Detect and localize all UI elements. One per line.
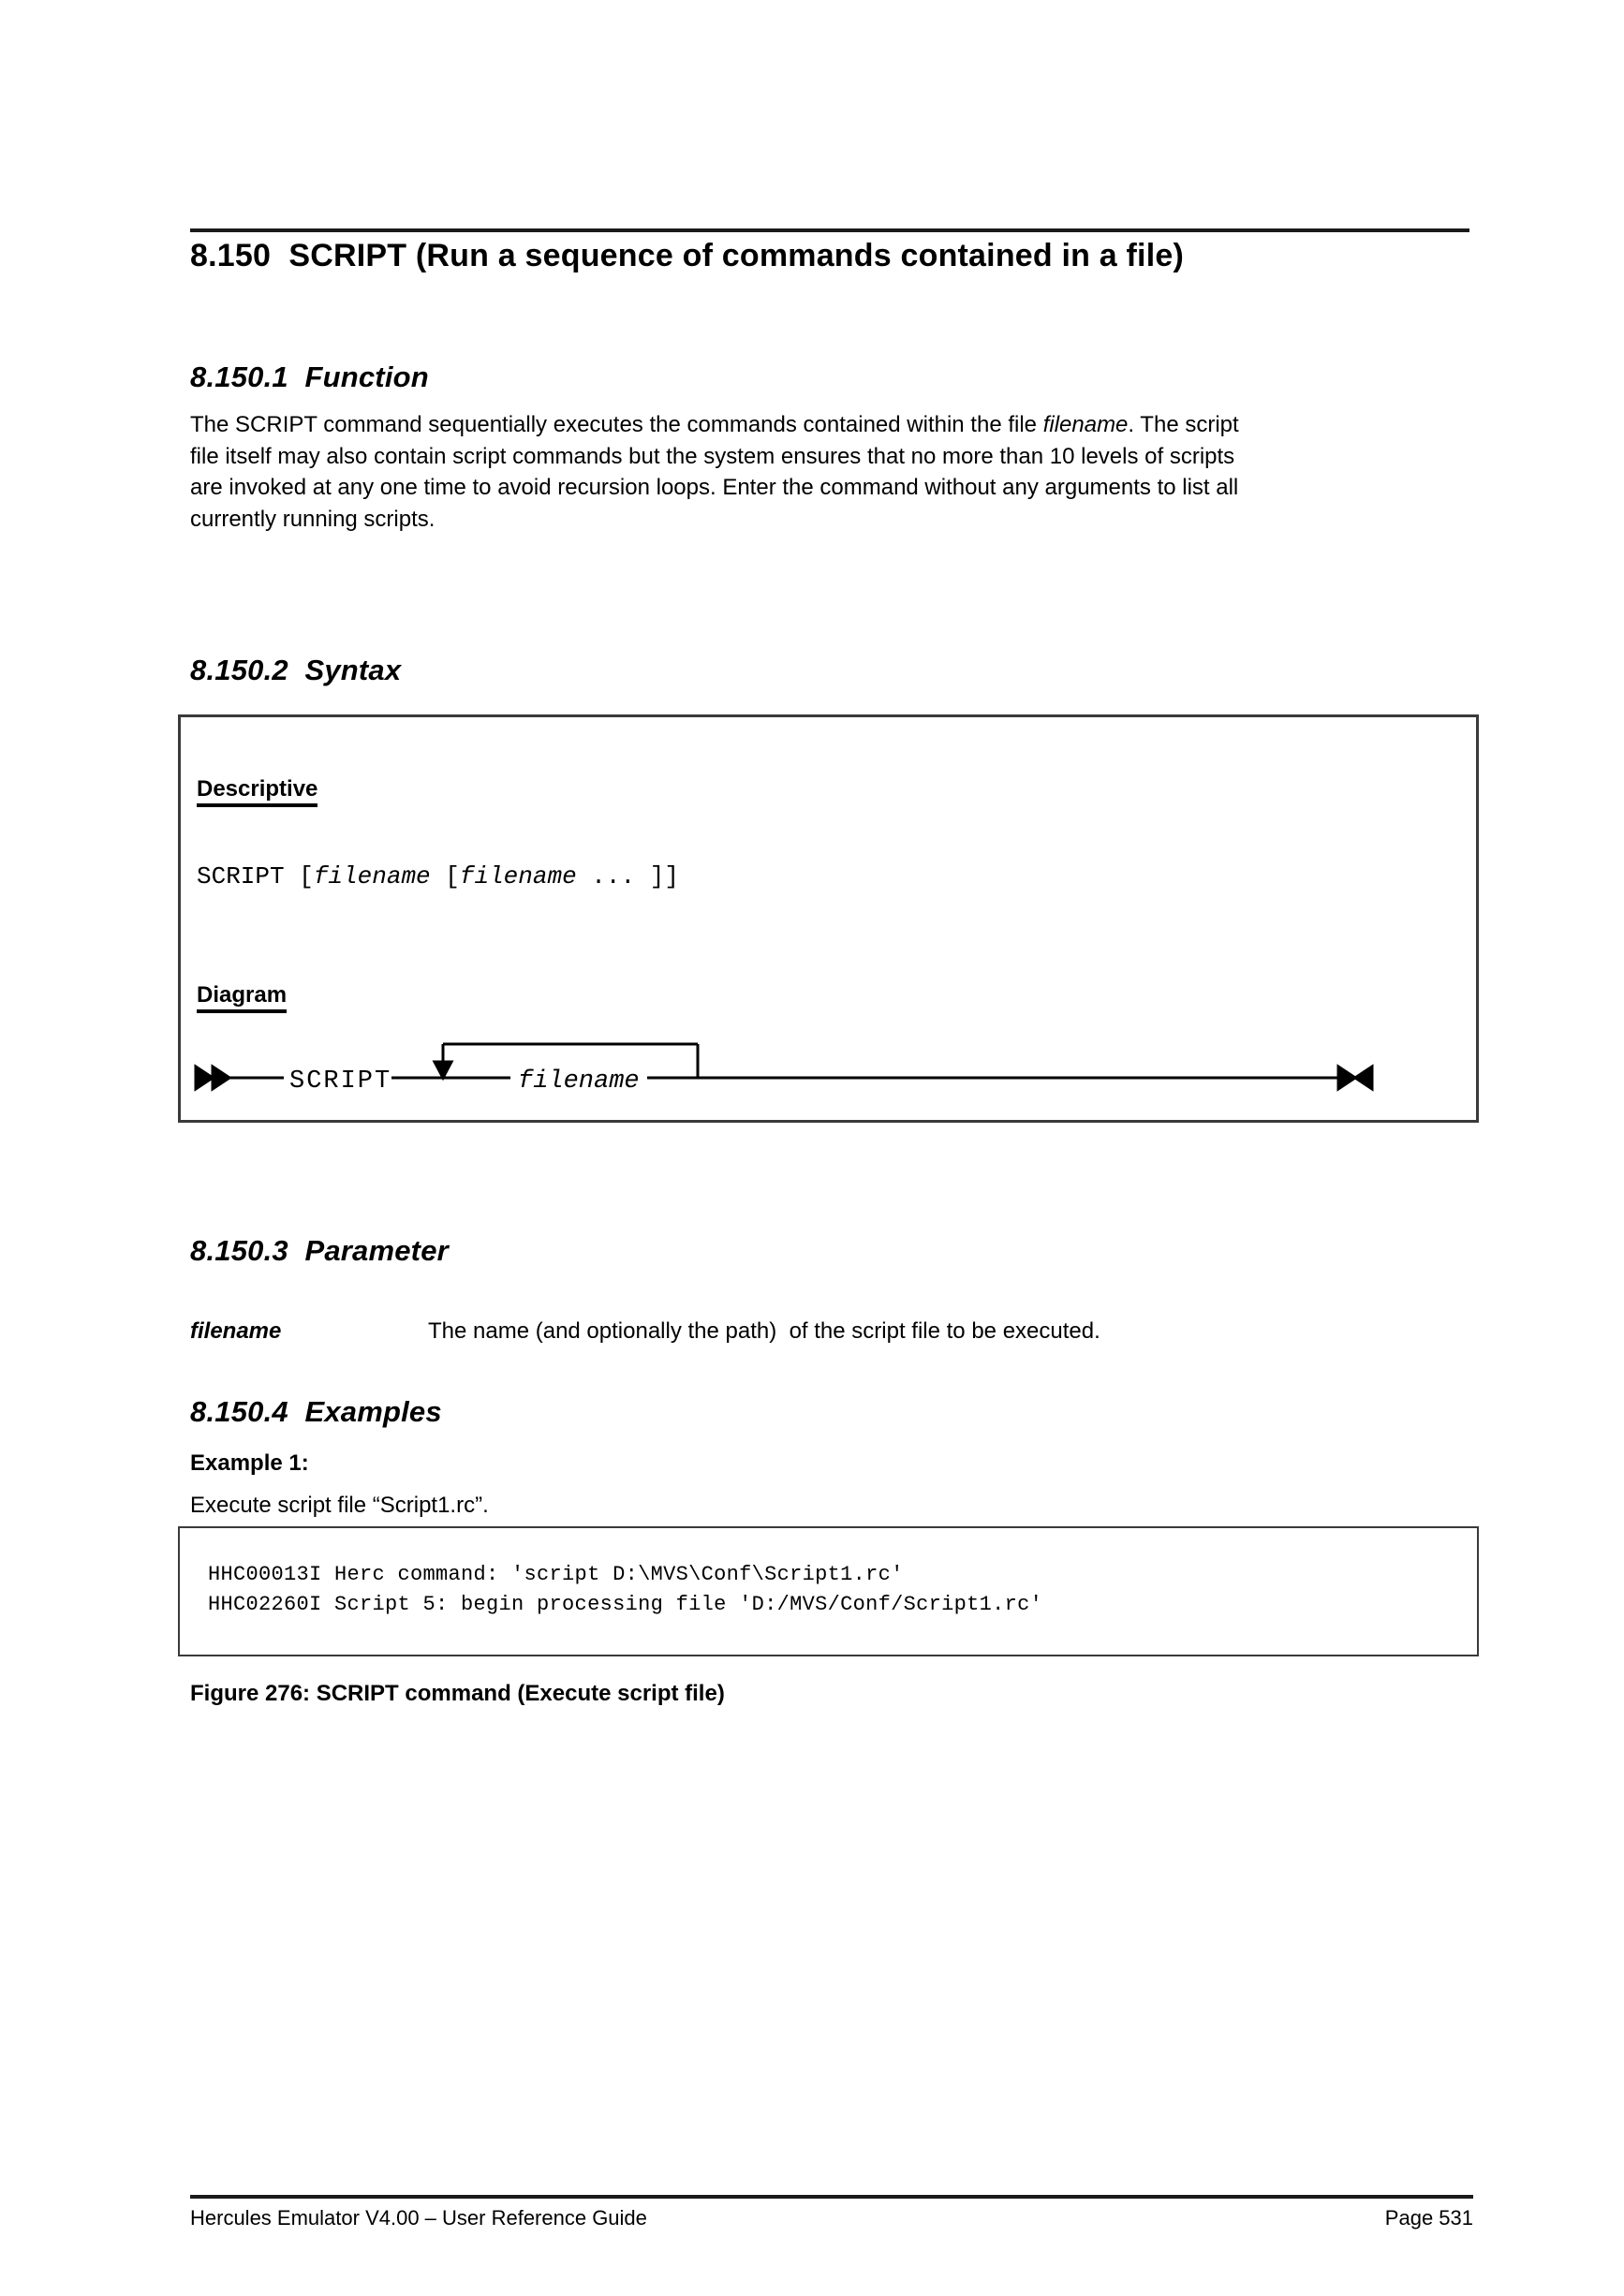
examples-heading: 8.150.4 Examples [190,1395,442,1428]
paragraph-line-4: currently running scripts. [190,506,436,532]
paragraph-line-1: The SCRIPT command sequentially executes the commands contained within the file filename. The script [190,412,1239,437]
parameter-heading: 8.150.3 Parameter [190,1234,449,1267]
page-footer [190,2206,1473,2230]
diagram-operand: filename [518,1067,640,1096]
syntax-operand-1: filename [313,862,431,890]
example-description: Execute script file “Script1.rc”. [190,1493,489,1518]
diagram-start-arrow-icon [213,1067,229,1089]
paragraph-line-2: file itself may also contain script commands but the system ensures that no more than 10 levels of scripts [190,443,1235,469]
syntax-box [178,714,1479,1123]
example-label: Example 1: [190,1450,309,1476]
syntax-heading: 8.150.2 Syntax [190,654,402,686]
footer-page-number: Page 531 [1384,2206,1473,2230]
syntax-operand-2: filename [459,862,577,890]
diagram-label: Diagram [197,982,287,1013]
header-rule [190,228,1469,232]
console-output-box [178,1526,1479,1656]
parameter-description: The name (and optionally the path) of the script file to be executed. [428,1318,1100,1344]
console-line: HHC02260I Script 5: begin processing file 'D:/MVS/Conf/Script1.rc' [208,1593,1043,1616]
syntax-descriptive-line: SCRIPT [filename [filename ... ]] [197,862,679,890]
descriptive-label: Descriptive [197,776,317,807]
function-heading: 8.150.1 Function [190,361,429,393]
diagram-end-arrow-icon [1355,1067,1372,1089]
railroad-diagram [190,1028,1398,1114]
figure-caption: Figure 276: SCRIPT command (Execute script file) [190,1681,725,1706]
diagram-start-arrow-icon [196,1067,213,1089]
footer-rule [190,2195,1473,2199]
filename-italic: filename [1042,412,1129,437]
section-title: 8.150 SCRIPT (Run a sequence of commands contained in a file) [190,238,1184,273]
footer-document-title: Hercules Emulator V4.00 – User Reference Guide [190,2206,647,2230]
function-paragraph [190,409,1483,535]
paragraph-line-3: are invoked at any one time to avoid recursion loops. Enter the command without any arguments to list all [190,475,1239,500]
parameter-name: filename [190,1318,282,1344]
diagram-loop-arrow-icon [435,1062,451,1078]
diagram-keyword: SCRIPT [289,1067,392,1096]
console-line: HHC00013I Herc command: 'script D:\MVS\Conf\Script1.rc' [208,1563,904,1586]
